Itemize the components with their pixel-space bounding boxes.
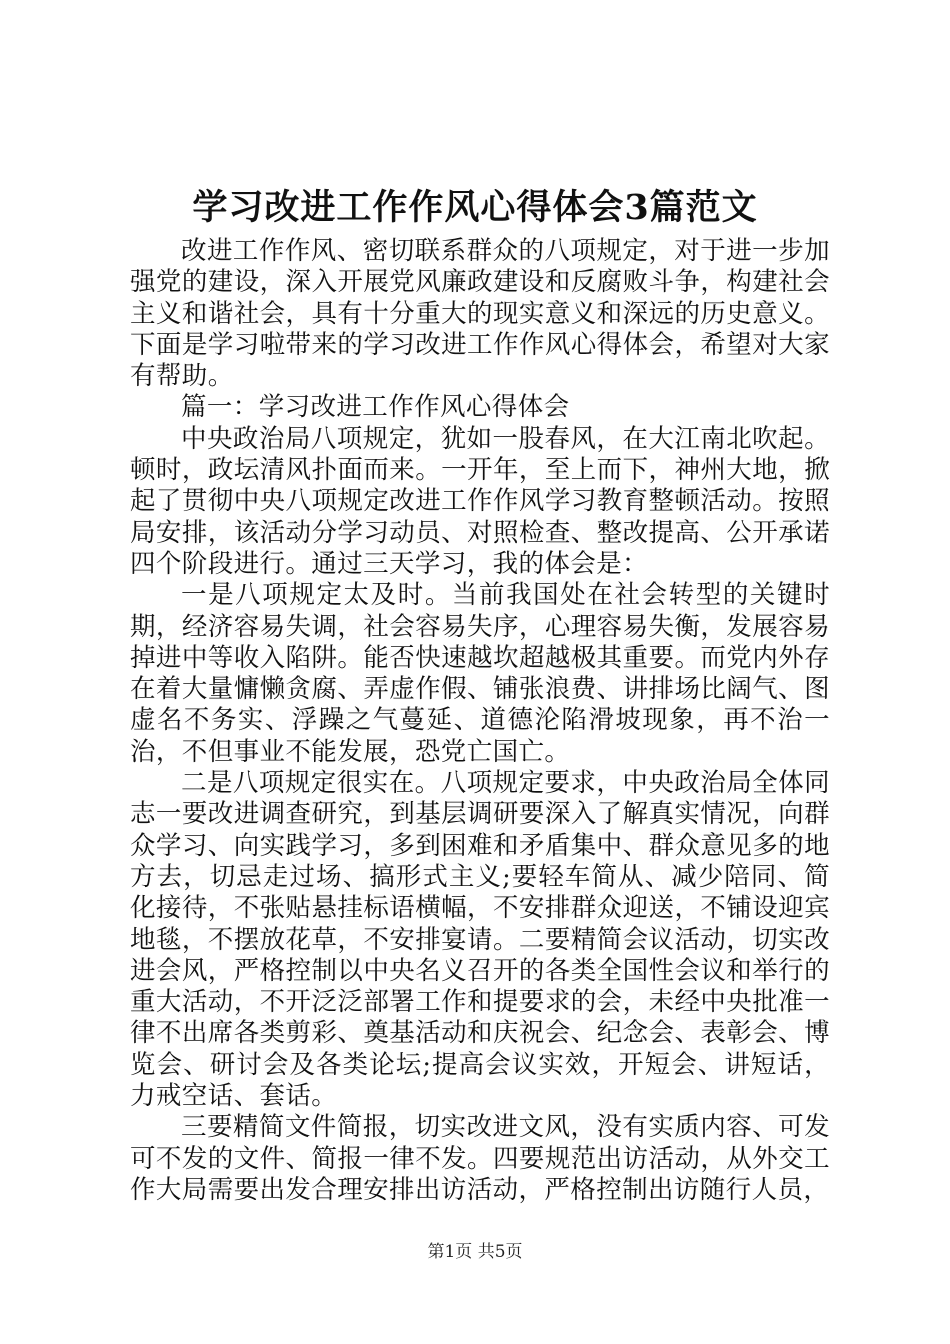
paragraph-3: 二是八项规定很实在。八项规定要求，中央政治局全体同志一要改进调查研究，到基层调研要深入了解真实情况，向群众学习、向实践学习，多到困难和矛盾集中、群众意见多的地方去，切忌走过场、搞形式主义;要轻车简从、减少陪同、简化接待，不张贴悬挂标语横幅，不安排群众迎送，不铺设迎宾地毯，不摆放花草，不安排宴请。二要精简会议活动，切实改进会风，严格控制以中央名义召开的各类全国性会议和举行的重大活动，不开泛泛部署工作和提要求的会，未经中央批准一律不出席各类剪彩、奠基活动和庆祝会、纪念会、表彰会、博览会、研讨会及各类论坛;提高会议实效，开短会、讲短话，力戒空话、套话。 [130,768,830,1112]
paragraph-intro: 改进工作作风、密切联系群众的八项规定，对于进一步加强党的建设，深入开展党风廉政建设和反腐败斗争，构建社会主义和谐社会，具有十分重大的现实意义和深远的历史意义。下面是学习啦带来的学习改进工作作风心得体会，希望对大家有帮助。 [130,236,830,392]
paragraph-4: 三要精简文件简报，切实改进文风，没有实质内容、可发可不发的文件、简报一律不发。四要规范出访活动，从外交工作大局需要出发合理安排出访活动，严格控制出访随行人员， [130,1112,830,1205]
document-title: 学习改进工作作风心得体会3篇范文 [192,187,758,228]
paragraph-2: 一是八项规定太及时。当前我国处在社会转型的关键时期，经济容易失调，社会容易失序，心理容易失衡，发展容易掉进中等收入陷阱。能否快速越坎超越极其重要。而党内外存在着大量慵懒贪腐、弄虚作假、铺张浪费、讲排场比阔气、图虚名不务实、浮躁之气蔓延、道德沦陷滑坡现象，再不治一治，不但事业不能发展，恐党亡国亡。 [130,580,830,767]
page-footer: 第1页 共5页 [427,1242,523,1262]
paragraph-1: 中央政治局八项规定，犹如一股春风，在大江南北吹起。顿时，政坛清风扑面而来。一开年，至上而下，神州大地，掀起了贯彻中央八项规定改进工作作风学习教育整顿活动。按照局安排，该活动分学习动员、对照检查、整改提高、公开承诺四个阶段进行。通过三天学习，我的体会是： [130,423,830,579]
section-heading: 篇一：学习改进工作作风心得体会 [181,392,570,423]
document-body [130,236,830,1206]
